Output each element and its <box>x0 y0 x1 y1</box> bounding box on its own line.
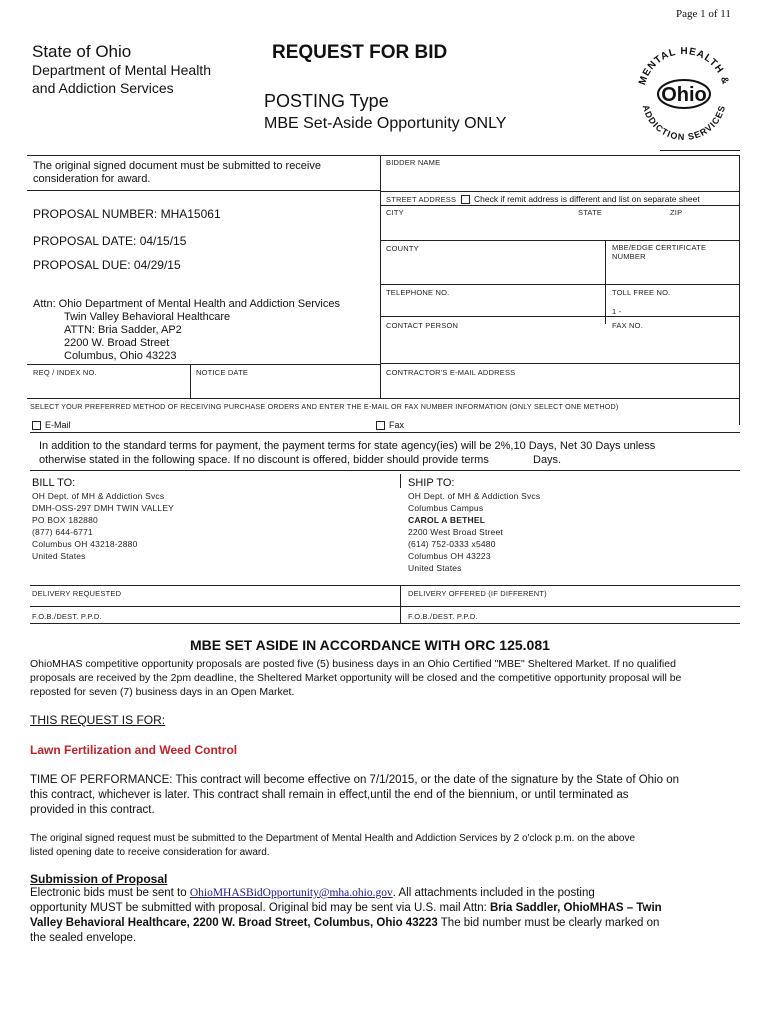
bill-to-label: BILL TO: <box>32 477 76 489</box>
remit-check-label: Check if remit address is different and list on separate sheet <box>474 194 700 204</box>
ship-to-line: 2200 West Broad Street <box>408 527 503 537</box>
svg-text:ADDICTION SERVICES: ADDICTION SERVICES <box>640 103 728 143</box>
submission-text: opportunity MUST be submitted with proposal. Original bid may be sent via U.S. mail Attn: <box>30 902 490 914</box>
original-signed-line: The original signed request must be submitted to the Department of Mental Health and Addiction Services by 2 o'clock p.m. on the above <box>30 833 636 844</box>
bill-to-line: PO BOX 182880 <box>32 515 98 525</box>
mbe-paragraph-line: OhioMHAS competitive opportunity proposals are posted five (5) business days in an Ohio Certified "MBE" Sheltered Market. If no qualified <box>30 658 676 670</box>
fob-right-label: F.O.B./DEST. P.P.D. <box>408 612 478 621</box>
performance-line: TIME OF PERFORMANCE: This contract will become effective on 7/1/2015, or the date of the signature by the State of Ohio on <box>30 774 679 786</box>
submission-line-3 <box>30 917 659 929</box>
submission-line-4: the sealed envelope. <box>30 932 137 944</box>
toll-free-value: 1 - <box>612 307 622 316</box>
contact-person-label: CONTACT PERSON <box>386 321 459 330</box>
telephone-label: TELEPHONE NO. <box>386 288 450 297</box>
bid-email-link[interactable]: OhioMHASBidOpportunity@mha.ohio.gov <box>189 887 393 899</box>
mbe-certificate-label: MBE/EDGE CERTIFICATE NUMBER <box>612 243 707 261</box>
submission-text: The bid number must be clearly marked on <box>437 917 660 929</box>
mbe-paragraph-line: reposted for seven (7) business days in an Open Market. <box>30 686 295 698</box>
payment-terms-line-1: In addition to the standard terms for payment, the payment terms for state agency(ies) will be 2%,10 Days, Net 30 Days unless <box>39 440 656 452</box>
bill-to-line: OH Dept. of MH & Addiction Svcs <box>32 491 165 501</box>
submission-text: . All attachments included in the posting <box>392 887 595 899</box>
attn-line-3: ATTN: Bria Sadder, AP2 <box>64 324 182 336</box>
city-label: CITY <box>386 208 404 217</box>
street-address-label: STREET ADDRESS <box>386 195 457 204</box>
attn-line-4: 2200 W. Broad Street <box>64 337 170 349</box>
checkbox-icon <box>376 421 385 430</box>
contractor-email-label: CONTRACTOR'S E-MAIL ADDRESS <box>386 368 516 377</box>
ship-to-line: Columbus OH 43223 <box>408 551 491 561</box>
ship-to-line: CAROL A BETHEL <box>408 515 486 525</box>
bidder-name-label: BIDDER NAME <box>386 158 441 167</box>
proposal-date: PROPOSAL DATE: 04/15/15 <box>33 234 187 248</box>
state-name: State of Ohio <box>32 42 132 61</box>
ship-to-line: OH Dept. of MH & Addiction Svcs <box>408 491 541 501</box>
fax-method-label: Fax <box>389 420 405 430</box>
checkbox-icon <box>32 421 41 430</box>
mbe-heading: MBE SET ASIDE IN ACCORDANCE WITH ORC 125.081 <box>190 637 550 653</box>
submission-heading: Submission of Proposal <box>30 872 168 886</box>
attn-line-1: Attn: Ohio Department of Mental Health and Addiction Services <box>33 298 340 310</box>
submission-line-2 <box>30 902 662 914</box>
fax-no-label: FAX NO. <box>612 321 643 330</box>
ship-to-line: (614) 752-0333 x5480 <box>408 539 496 549</box>
payment-terms-line-2: otherwise stated in the following space. If no discount is offered, bidder should provide terms <box>39 454 489 466</box>
bill-to-line: (877) 644-6771 <box>32 527 93 537</box>
zip-label: ZIP <box>670 208 683 217</box>
toll-free-label: TOLL FREE NO. <box>612 288 671 297</box>
bill-to-line: DMH-OSS-297 DMH TWIN VALLEY <box>32 503 175 513</box>
delivery-offered-label: DELIVERY OFFERED (IF DIFFERENT) <box>408 589 547 598</box>
attn-line-2: Twin Valley Behavioral Healthcare <box>64 311 231 323</box>
delivery-requested-label: DELIVERY REQUESTED <box>32 589 122 598</box>
original-signed-line: listed opening date to receive consideration for award. <box>30 847 270 858</box>
department-line-1: Department of Mental Health <box>32 62 211 78</box>
notice-text: The original signed document must be submitted to receive consideration for award. <box>33 160 321 185</box>
performance-line: this contract, whichever is later. This contract shall remain in effect,until the end of the biennium, or until terminated as <box>30 789 629 801</box>
ohio-mhas-seal-logo <box>628 38 740 150</box>
submission-address: Valley Behavioral Healthcare, 2200 W. Broad Street, Columbus, Ohio 43223 <box>30 917 438 929</box>
request-item: Lawn Fertilization and Weed Control <box>30 743 238 757</box>
county-label: COUNTY <box>386 244 419 253</box>
svg-text:Ohio: Ohio <box>661 84 707 106</box>
document-title: REQUEST FOR BID <box>272 42 448 63</box>
proposal-due: PROPOSAL DUE: 04/29/15 <box>33 258 181 272</box>
req-index-label: REQ / INDEX NO. <box>33 368 97 377</box>
fob-left-label: F.O.B./DEST. P.P.D. <box>32 612 102 621</box>
ship-to-label: SHIP TO: <box>408 477 455 489</box>
bill-to-line: Columbus OH 43218-2880 <box>32 539 138 549</box>
notice-date-label: NOTICE DATE <box>196 368 249 377</box>
fax-method-checkbox[interactable] <box>376 420 404 430</box>
ship-to-line: United States <box>408 563 462 573</box>
checkbox-icon <box>461 195 470 204</box>
ship-to-line: Columbus Campus <box>408 503 484 513</box>
submission-line-1 <box>30 887 595 899</box>
svg-text:MENTAL HEALTH &: MENTAL HEALTH & <box>637 45 731 87</box>
bill-to-line: United States <box>32 551 86 561</box>
method-instruction: SELECT YOUR PREFERRED METHOD OF RECEIVING PURCHASE ORDERS AND ENTER THE E-MAIL OR FAX NUMBER INFORMATION (ONLY SELECT ONE METHOD) <box>30 402 619 411</box>
submission-text: Electronic bids must be sent to <box>30 887 190 899</box>
submission-attn: Bria Saddler, OhioMHAS – Twin <box>490 902 662 914</box>
remit-address-checkbox[interactable] <box>461 194 700 204</box>
state-label: STATE <box>578 208 603 217</box>
page-number: Page 1 of 11 <box>676 8 731 20</box>
opportunity-type: MBE Set-Aside Opportunity ONLY <box>264 115 507 132</box>
department-line-2: and Addiction Services <box>32 80 174 96</box>
payment-terms-days: Days. <box>533 454 562 466</box>
email-method-checkbox[interactable] <box>32 420 71 430</box>
posting-type: POSTING Type <box>264 91 389 111</box>
proposal-number: PROPOSAL NUMBER: MHA15061 <box>33 207 221 221</box>
performance-line: provided in this contract. <box>30 804 155 816</box>
request-for-heading: THIS REQUEST IS FOR: <box>30 713 166 727</box>
email-method-label: E-Mail <box>45 420 71 430</box>
attn-line-5: Columbus, Ohio 43223 <box>64 350 177 362</box>
mbe-paragraph-line: proposals are received by the 2pm deadline, the Sheltered Market opportunity will be closed and the competitive opportunity proposal will be <box>30 672 682 684</box>
